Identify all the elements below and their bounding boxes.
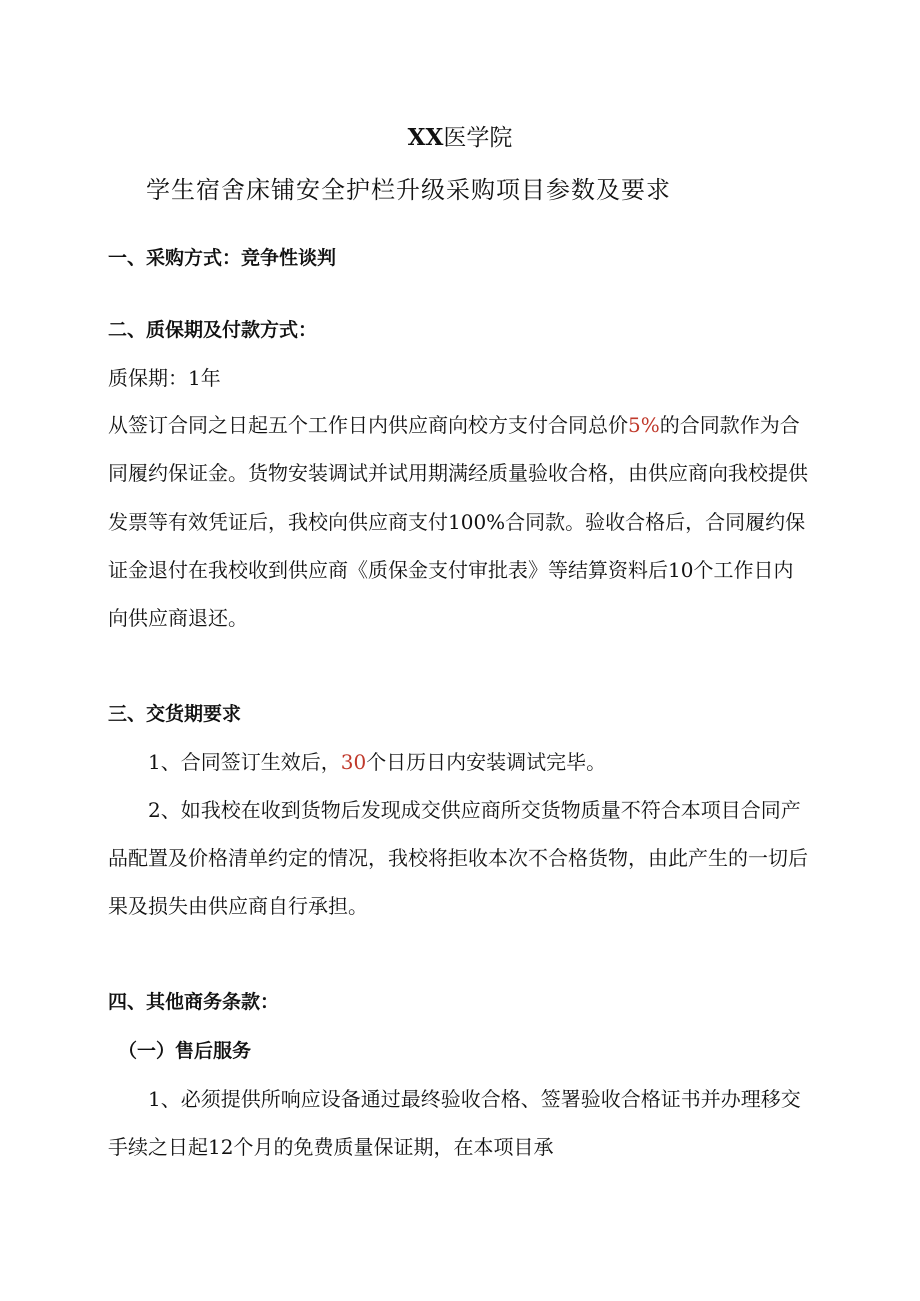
section-2-heading: 二、质保期及付款方式： (108, 319, 318, 341)
document-subtitle: 学生宿舍床铺安全护栏升级采购项目参数及要求 (146, 176, 671, 204)
delivery-item-1-text-b: 个日历日内安装调试完毕。 (366, 750, 607, 774)
section-1-heading: 一、采购方式：竞争性谈判 (108, 247, 337, 269)
payment-text-a: 从签订合同之日起五个工作日内供应商向校方支付合同总价 (108, 413, 628, 437)
document-title (0, 124, 920, 152)
warranty-period: 质保期：1年 (108, 366, 221, 390)
after-sales-item-1-line-2: 手续之日起12个月的免费质量保证期，在本项目承 (108, 1135, 554, 1159)
delivery-item-2-line-2: 品配置及价格清单约定的情况，我校将拒收本次不合格货物，由此产生的一切后 (108, 846, 808, 870)
payment-text-b: 的合同款作为合 (659, 413, 800, 437)
payment-paragraph-line-2: 同履约保证金。货物安装调试并试用期满经质量验收合格，由供应商向我校提供 (108, 461, 808, 485)
deposit-percentage: 5% (628, 413, 660, 437)
delivery-item-1-text-a: 1、合同签订生效后， (148, 750, 341, 774)
payment-paragraph-line-4: 证金退付在我校收到供应商《质保金支付审批表》等结算资料后10个工作日内 (108, 558, 794, 582)
after-sales-item-1-line-1: 1、必须提供所响应设备通过最终验收合格、签署验收合格证书并办理移交 (148, 1087, 801, 1111)
delivery-item-2-line-1: 2、如我校在收到货物后发现成交供应商所交货物质量不符合本项目合同产 (148, 798, 801, 822)
delivery-item-1 (148, 750, 606, 774)
section-4-heading: 四、其他商务条款： (108, 991, 280, 1013)
payment-paragraph-line-3: 发票等有效凭证后，我校向供应商支付100%合同款。验收合格后，合同履约保 (108, 510, 806, 534)
payment-paragraph-line-5: 向供应商退还。 (108, 606, 248, 630)
section-3-heading: 三、交货期要求 (108, 703, 242, 725)
delivery-days: 30 (340, 750, 367, 774)
title-placeholder-xx: XX (407, 124, 444, 151)
payment-paragraph-line-1 (108, 413, 800, 437)
title-school: 医学院 (443, 125, 513, 151)
delivery-item-2-line-3: 果及损失由供应商自行承担。 (108, 894, 368, 918)
after-sales-subheading: （一）售后服务 (118, 1040, 252, 1062)
